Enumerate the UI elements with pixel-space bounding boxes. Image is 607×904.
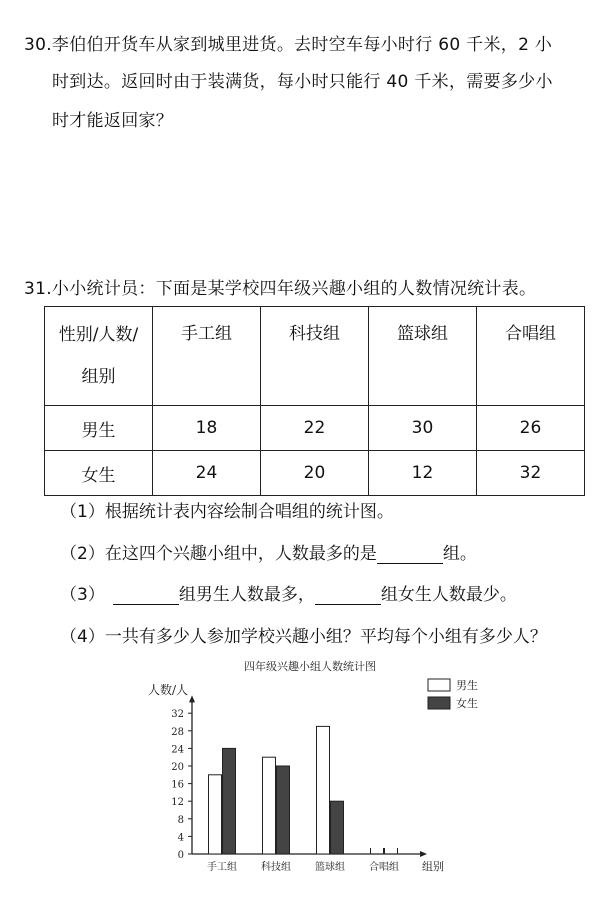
y-tick-label: 8	[177, 814, 184, 826]
row-label: 女生	[45, 451, 153, 496]
sub2-text: （2）在这四个兴趣小组中，人数最多的是	[60, 544, 377, 564]
q30-line1: 30.李伯伯开货车从家到城里进货。去时空车每小时行 60 千米，2 小	[24, 35, 553, 55]
x-axis-label: 组别	[422, 860, 444, 873]
header-cell: 手工组	[153, 307, 261, 406]
y-tick-label: 0	[177, 850, 184, 861]
legend-label: 男生	[456, 679, 478, 692]
sub3-middle: 组男生人数最多，	[178, 585, 315, 605]
legend-label: 女生	[456, 697, 478, 710]
bar-girls	[331, 801, 344, 854]
bar-girls	[223, 748, 236, 854]
corner-line1: 性别/人数/	[58, 325, 139, 345]
stats-table	[44, 306, 585, 496]
table-header-row	[45, 307, 585, 406]
y-tick-label: 24	[171, 744, 184, 756]
answer-blank[interactable]	[315, 588, 381, 605]
sub3-prefix: （3）	[60, 585, 105, 605]
bar-boys	[317, 726, 330, 854]
y-axis-arrow	[189, 695, 195, 702]
table-cell: 20	[261, 451, 369, 496]
chart-title: 四年级兴趣小组人数统计图	[244, 660, 376, 673]
answer-blank[interactable]	[377, 547, 443, 564]
table-corner-cell	[45, 307, 153, 406]
x-tick-label: 手工组	[207, 862, 237, 873]
table-cell: 22	[261, 406, 369, 451]
q31-intro: 31.小小统计员：下面是某学校四年级兴趣小组的人数情况统计表。	[24, 279, 537, 299]
table-cell: 30	[369, 406, 477, 451]
y-axis-label: 人数/人	[148, 683, 189, 697]
sub-question-1: （1）根据统计表内容绘制合唱组的统计图。	[60, 502, 394, 522]
x-tick-label: 合唱组	[369, 862, 399, 873]
y-tick-label: 32	[171, 709, 184, 721]
row-label: 男生	[45, 406, 153, 451]
table-cell: 26	[477, 406, 585, 451]
q30-line3: 时才能返回家？	[52, 111, 174, 131]
sub-question-3	[60, 580, 517, 605]
q30-line2: 时到达。返回时由于装满货，每小时只能行 40 千米，需要多少小	[52, 72, 553, 92]
y-tick-label: 28	[171, 726, 184, 738]
header-cell: 合唱组	[477, 307, 585, 406]
header-cell: 科技组	[261, 307, 369, 406]
table-cell: 18	[153, 406, 261, 451]
sub2-suffix: 组。	[442, 544, 477, 564]
x-tick-label: 科技组	[261, 862, 291, 873]
table-row	[45, 406, 585, 451]
corner-line2: 组别	[81, 367, 116, 387]
legend-swatch	[428, 679, 450, 691]
answer-blank[interactable]	[113, 588, 179, 605]
y-tick-label: 4	[177, 832, 184, 844]
table-cell: 32	[477, 451, 585, 496]
header-cell: 篮球组	[369, 307, 477, 406]
sub3-suffix: 组女生人数最少。	[380, 585, 517, 605]
table-row	[45, 451, 585, 496]
bar-girls	[277, 766, 290, 854]
table-cell: 24	[153, 451, 261, 496]
y-tick-label: 12	[171, 797, 184, 809]
sub-question-2	[60, 539, 477, 564]
x-tick-label: 篮球组	[315, 862, 345, 873]
bar-boys	[209, 775, 222, 854]
legend-swatch	[428, 697, 450, 709]
x-axis-arrow	[420, 851, 427, 857]
table-cell: 12	[369, 451, 477, 496]
bar-boys	[263, 757, 276, 854]
y-tick-label: 16	[171, 779, 184, 791]
y-tick-label: 20	[171, 762, 184, 773]
sub-question-4: （4）一共有多少人参加学校兴趣小组？平均每个小组有多少人？	[60, 627, 547, 647]
